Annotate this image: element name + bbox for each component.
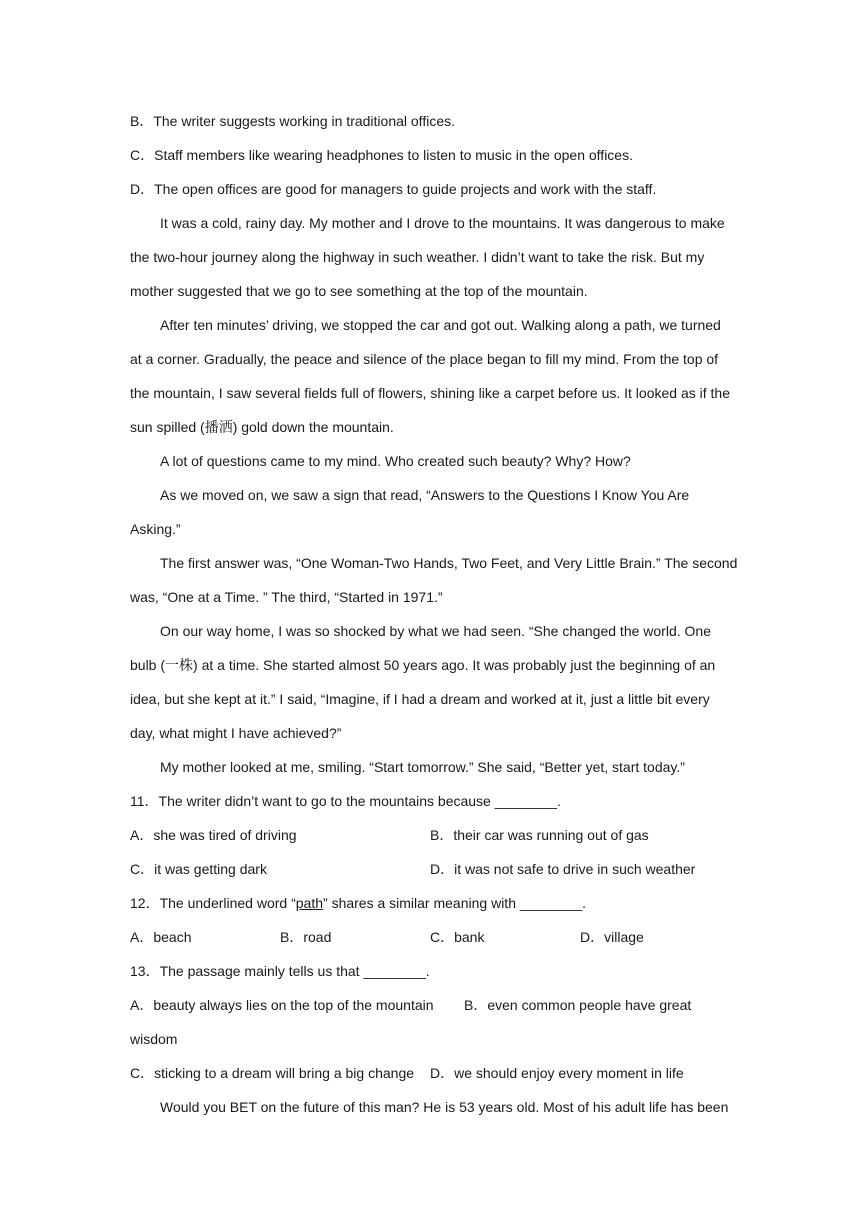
passage-p2-line4: sun spilled (播洒) gold down the mountain. — [130, 419, 394, 435]
passage-p1-line1: It was a cold, rainy day. My mother and I drove to the mountains. It was dangerous to make — [160, 215, 725, 231]
q12-options-row — [130, 920, 730, 954]
q11-option-c: C．it was getting dark — [130, 861, 267, 877]
passage-p6-line3: idea, but she kept at it.” I said, “Imagine, if I had a dream and worked at it, just a little bit every — [130, 691, 710, 707]
passage-p5-line2: was, “One at a Time. ” The third, “Started in 1971.” — [130, 589, 443, 605]
passage-p2-line1: After ten minutes’ driving, we stopped the car and got out. Walking along a path, we turned — [160, 317, 721, 333]
q11-option-a: A．she was tired of driving — [130, 827, 297, 843]
q12-option-c: C．bank — [430, 929, 485, 945]
passage-p3-line1: A lot of questions came to my mind. Who created such beauty? Why? How? — [160, 453, 631, 469]
q11-stem: 11．The writer didn’t want to go to the mountains because ________. — [130, 793, 561, 809]
q13-option-d: D．we should enjoy every moment in life — [430, 1065, 684, 1081]
prev-option-b: B．The writer suggests working in traditional offices. — [130, 113, 455, 129]
prev-option-d: D．The open offices are good for managers to guide projects and work with the staff. — [130, 181, 657, 197]
passage-p4-line1: As we moved on, we saw a sign that read, “Answers to the Questions I Know You Are — [160, 487, 690, 503]
passage-p6-line4: day, what might I have achieved?” — [130, 725, 342, 741]
passage-p1-line2: the two-hour journey along the highway in such weather. I didn’t want to take the risk. But my — [130, 249, 705, 265]
q12-stem — [130, 886, 730, 920]
q12-option-b: B．road — [280, 929, 332, 945]
q13-options-row1 — [130, 988, 730, 1022]
q13-option-c: C．sticking to a dream will bring a big change — [130, 1065, 415, 1081]
q11-option-d: D．it was not safe to drive in such weather — [430, 861, 696, 877]
q13-option-b: B．even common people have great — [464, 997, 692, 1013]
passage-p7-line1: My mother looked at me, smiling. “Start tomorrow.” She said, “Better yet, start today.” — [160, 759, 685, 775]
q11-options-row1 — [130, 818, 730, 852]
q13-option-a: A．beauty always lies on the top of the mountain — [130, 997, 434, 1013]
passage-p6-line2: bulb (一株) at a time. She started almost 50 years ago. It was probably just the beginning of an — [130, 657, 716, 673]
q12-underlined-word: path — [295, 895, 324, 911]
q13-options-row2 — [130, 1056, 730, 1090]
passage-p5-line1: The first answer was, “One Woman-Two Hands, Two Feet, and Very Little Brain.” The second — [160, 555, 738, 571]
q13-option-b-continued: wisdom — [130, 1031, 178, 1047]
passage-p1-line3: mother suggested that we go to see something at the top of the mountain. — [130, 283, 588, 299]
prev-option-c: C．Staff members like wearing headphones to listen to music in the open offices. — [130, 147, 633, 163]
q12-stem-after: ” shares a similar meaning with ________. — [323, 895, 587, 911]
q11-option-b: B．their car was running out of gas — [430, 827, 649, 843]
passage-p2-line2: at a corner. Gradually, the peace and silence of the place began to fill my mind. From the top of — [130, 351, 719, 367]
q13-stem: 13．The passage mainly tells us that ________. — [130, 963, 430, 979]
q12-option-d: D．village — [580, 929, 644, 945]
passage-p6-line1: On our way home, I was so shocked by what we had seen. “She changed the world. One — [160, 623, 711, 639]
page-content — [130, 104, 738, 1124]
next-passage-line1: Would you BET on the future of this man? He is 53 years old. Most of his adult life has been — [160, 1099, 729, 1115]
q12-stem-before: 12．The underlined word “ — [130, 895, 296, 911]
passage-p4-line2: Asking.” — [130, 521, 181, 537]
q12-option-a: A．beach — [130, 929, 192, 945]
passage-p2-line3: the mountain, I saw several fields full of flowers, shining like a carpet before us. It looked as if the — [130, 385, 730, 401]
q11-options-row2 — [130, 852, 730, 886]
